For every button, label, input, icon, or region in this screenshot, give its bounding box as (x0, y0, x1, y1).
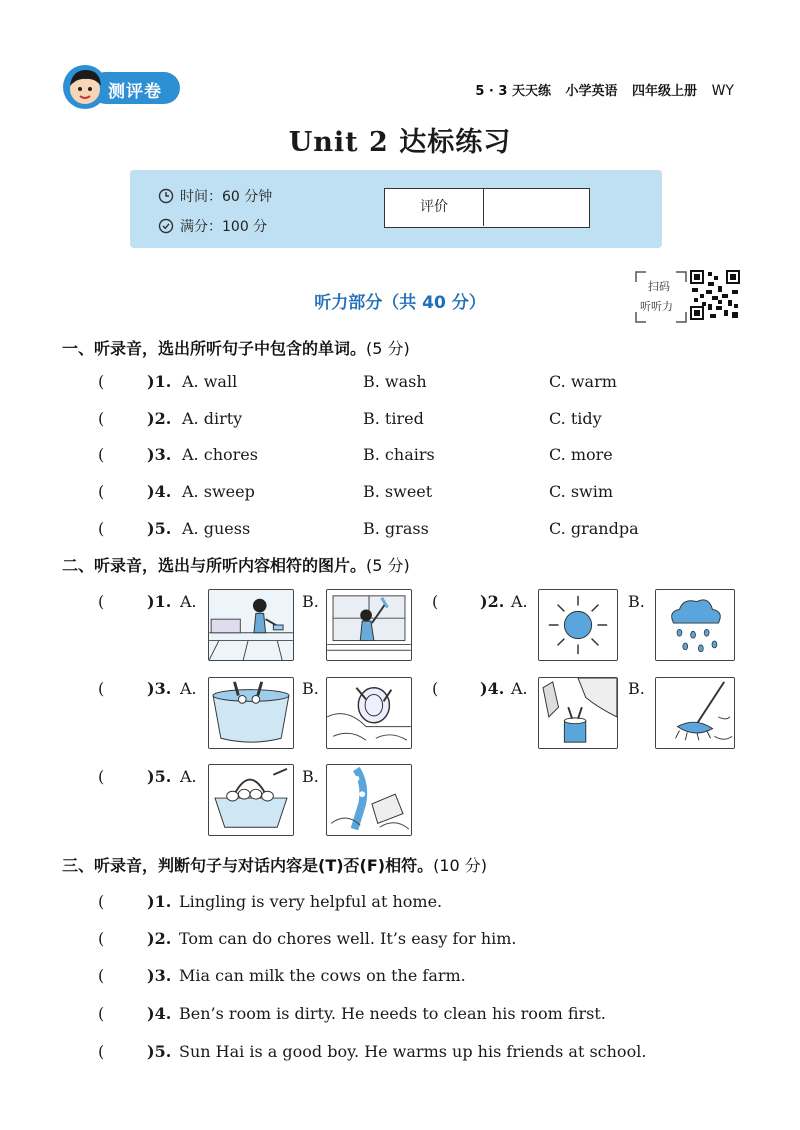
watering-flowers-picture[interactable] (326, 764, 412, 836)
part3-points: (10 分) (433, 856, 488, 875)
answer-blank[interactable]: ( (98, 372, 105, 391)
option-b-label: B. (302, 679, 319, 698)
part2-heading-text: 二、听录音，选出与所听内容相符的图片。 (62, 556, 367, 575)
item-number: )4. (147, 482, 172, 501)
option-a-label: A. (511, 679, 528, 698)
option-a: A. guess (182, 519, 251, 538)
part1-points: (5 分) (366, 339, 410, 358)
answer-blank[interactable]: ( (98, 445, 105, 464)
answer-blank[interactable]: ( (98, 1004, 105, 1023)
option-c: C. tidy (549, 409, 602, 428)
option-a-label: A. (180, 592, 197, 611)
time-label: 时间：60 分钟 (180, 189, 273, 205)
answer-blank[interactable]: ( (98, 482, 105, 501)
option-b: B. sweet (363, 482, 433, 501)
option-b: B. chairs (363, 445, 435, 464)
answer-blank[interactable]: ( (432, 592, 439, 611)
clock-icon (158, 188, 174, 204)
answer-blank[interactable]: ( (98, 767, 105, 786)
washing-dishes-picture[interactable] (326, 677, 412, 749)
series-header (465, 80, 734, 99)
score-label: 满分：100 分 (180, 219, 268, 235)
item-number: )5. (147, 1042, 172, 1061)
statement-text: Lingling is very helpful at home. (179, 892, 443, 911)
badge-label: 测评卷 (108, 82, 162, 102)
part1-item (98, 445, 613, 464)
part3-item (98, 1042, 647, 1061)
item-number: )1. (147, 892, 172, 911)
item-number: )3. (147, 966, 172, 985)
time-row (158, 186, 272, 206)
item-number: )2. (147, 929, 172, 948)
option-a: A. sweep (182, 482, 255, 501)
option-a-label: A. (180, 679, 197, 698)
scan-hint (634, 270, 688, 324)
option-c: C. grandpa (549, 519, 639, 538)
item-number: )4. (147, 1004, 172, 1023)
option-b: B. grass (363, 519, 429, 538)
answer-blank[interactable]: ( (98, 592, 105, 611)
item-number: )1. (147, 372, 172, 391)
option-c: C. warm (549, 372, 617, 391)
part3-item (98, 966, 466, 985)
answer-blank[interactable]: ( (98, 929, 105, 948)
item-number: )4. (480, 679, 505, 698)
evaluation-box (384, 188, 590, 228)
part2-heading (62, 553, 410, 576)
option-c: C. swim (549, 482, 614, 501)
item-number: )1. (147, 592, 172, 611)
item-number: )2. (147, 409, 172, 428)
answer-blank[interactable]: ( (98, 679, 105, 698)
milking-cow-picture[interactable] (538, 677, 618, 749)
option-a: A. wall (182, 372, 238, 391)
option-a-label: A. (511, 592, 528, 611)
statement-text: Tom can do chores well. It’s easy for him. (179, 929, 517, 948)
grade: 四年级上册 (632, 84, 698, 99)
qr-code-icon[interactable] (690, 270, 740, 320)
statement-text: Mia can milk the cows on the farm. (179, 966, 466, 985)
boy-mascot-icon (62, 64, 108, 110)
answer-blank[interactable]: ( (432, 679, 439, 698)
test-badge (62, 64, 182, 110)
statement-text: Sun Hai is a good boy. He warms up his friends at school. (179, 1042, 647, 1061)
option-b-label: B. (628, 679, 645, 698)
mopping-floor-picture[interactable] (655, 677, 735, 749)
statement-text: Ben’s room is dirty. He needs to clean his room first. (179, 1004, 606, 1023)
washing-clothes-picture[interactable] (208, 677, 294, 749)
subject: 小学英语 (565, 84, 618, 99)
item-number: )2. (480, 592, 505, 611)
evaluation-label: 评价 (385, 189, 484, 226)
option-c: C. more (549, 445, 613, 464)
sunny-weather-picture[interactable] (538, 589, 618, 661)
part1-item (98, 519, 639, 538)
option-b-label: B. (628, 592, 645, 611)
answer-blank[interactable]: ( (98, 966, 105, 985)
answer-blank[interactable]: ( (98, 519, 105, 538)
girl-wiping-table-picture[interactable] (208, 589, 294, 661)
rainy-weather-picture[interactable] (655, 589, 735, 661)
option-a: A. dirty (182, 409, 243, 428)
option-a: A. chores (182, 445, 258, 464)
listening-title: 听力部分（共 40 分） (314, 293, 486, 313)
option-b: B. wash (363, 372, 427, 391)
answer-blank[interactable]: ( (98, 892, 105, 911)
score-row (158, 216, 267, 236)
check-circle-icon (158, 218, 174, 234)
item-number: )3. (147, 445, 172, 464)
part1-heading (62, 336, 410, 359)
part3-item (98, 1004, 606, 1023)
girl-cleaning-window-picture[interactable] (326, 589, 412, 661)
part1-item (98, 409, 602, 428)
page-title: Unit 2 达标练习 (288, 127, 512, 158)
part2-points: (5 分) (366, 556, 410, 575)
part3-item (98, 929, 517, 948)
scan-line1: 扫码 (648, 280, 670, 293)
part3-item (98, 892, 443, 911)
option-a-label: A. (180, 767, 197, 786)
part3-heading-text: 三、听录音，判断句子与对话内容是(T)否(F)相符。 (62, 856, 434, 875)
info-box (130, 170, 662, 248)
part3-heading (62, 853, 487, 876)
scan-line2: 听听力 (640, 300, 673, 313)
egg-basket-picture[interactable] (208, 764, 294, 836)
edition: WY (711, 83, 734, 99)
part1-heading-text: 一、听录音，选出所听句子中包含的单词。 (62, 339, 367, 358)
answer-blank[interactable]: ( (98, 1042, 105, 1061)
answer-blank[interactable]: ( (98, 409, 105, 428)
part1-item (98, 482, 614, 501)
option-b-label: B. (302, 592, 319, 611)
option-b: B. tired (363, 409, 424, 428)
part1-item (98, 372, 617, 391)
item-number: )3. (147, 679, 172, 698)
item-number: )5. (147, 519, 172, 538)
option-b-label: B. (302, 767, 319, 786)
series-name: 5 · 3 天天练 (475, 84, 551, 99)
item-number: )5. (147, 767, 172, 786)
